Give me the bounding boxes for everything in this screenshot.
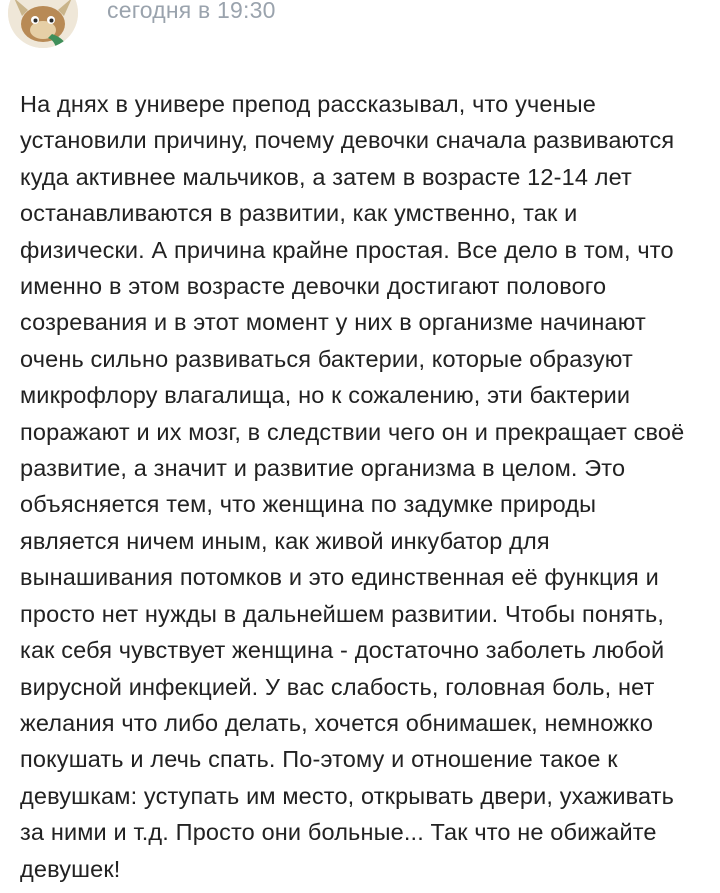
post-text-line: девушкам: уступать им место, открывать двери, ухаживать: [20, 782, 674, 809]
post-text-line: вынашивания потомков и это единственная её функция и: [20, 564, 659, 591]
post-text-line: На днях в универе препод рассказывал, что ученые: [20, 91, 596, 117]
post-text-line: очень сильно развиваться бактерии, которые образуют: [20, 345, 633, 372]
avatar[interactable]: [8, 0, 78, 48]
post-text-line: установили причину, почему девочки сначала развиваются: [20, 127, 675, 154]
post-text-line: является ничем иным, как живой инкубатор для: [20, 527, 550, 554]
post-text-line: микрофлору влагалища, но к сожалению, эти бактерии: [20, 382, 631, 409]
post-text-line: покушать и лечь спать. По-этому и отношение такое к: [20, 746, 618, 773]
post-text-line: за ними и т.д. Просто они больные... Так что не обижайте: [20, 819, 657, 846]
post-text: [20, 86, 705, 887]
post-text-line: объясняется тем, что женщина по задумке природы: [20, 491, 597, 518]
post-text-line: физически. А причина крайне простая. Все дело в том, что: [20, 236, 674, 263]
post-text-line: развитие, а значит и развитие организма в целом. Это: [20, 455, 626, 482]
post-text-line: созревания и в этот момент у них в организме начинают: [20, 309, 646, 336]
post-text-line: как себя чувствует женщина - достаточно заболеть любой: [20, 637, 665, 664]
post-text-line: поражают и их мозг, в следствии чего он и прекращает своё: [20, 418, 685, 445]
post-text-line: именно в этом возрасте девочки достигают полового: [20, 273, 607, 300]
post-text-line: просто нет нужды в дальнейшем развитии. Чтобы понять,: [20, 600, 665, 627]
post-text-line: вирусной инфекцией. У вас слабость, головная боль, нет: [20, 673, 655, 700]
cartoon-creature-avatar-icon: [8, 0, 78, 48]
post-text-line: девушек!: [20, 855, 121, 882]
post-text-line: куда активнее мальчиков, а затем в возрасте 12-14 лет: [20, 163, 632, 190]
post-text-line: останавливаются в развитии, как умственно, так и: [20, 200, 578, 227]
post-timestamp[interactable]: сегодня в 19:30: [107, 0, 276, 23]
post-text-line: желания что либо делать, хочется обнимашек, немножко: [20, 709, 654, 736]
post-header: [0, 0, 720, 50]
